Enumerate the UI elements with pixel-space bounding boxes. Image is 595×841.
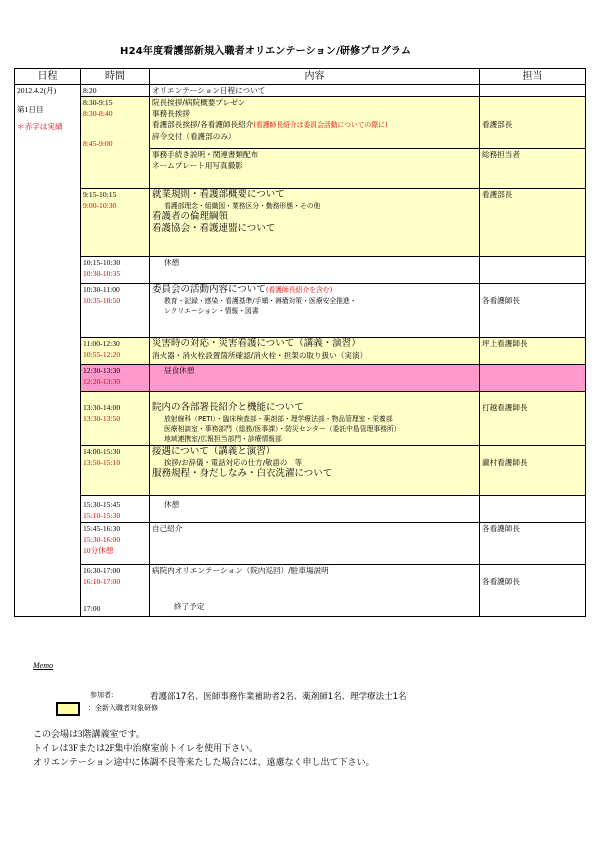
- time-cell: [81, 97, 150, 189]
- content-line: 昼食休憩: [164, 366, 195, 375]
- responsible-name: 瀧村看護師長: [482, 458, 528, 467]
- actual-time: 13:50-15:10: [83, 458, 121, 467]
- table-row: [15, 365, 586, 392]
- content-cell: [150, 496, 480, 523]
- responsible-cell: [480, 257, 586, 284]
- header-content: 内容: [150, 69, 480, 85]
- responsible-cell: [480, 189, 586, 257]
- content-line: 休憩: [164, 258, 180, 267]
- responsible-cell: [480, 365, 586, 392]
- planned-time: 13:30-14:00: [83, 403, 121, 412]
- content-line: 事務長挨拶: [152, 109, 190, 118]
- content-line: 看護部理念・組織図・業務区分・勤務形態・その他: [164, 202, 321, 210]
- responsible-cell: [480, 85, 586, 97]
- day-date: 2012.4.2(月): [17, 86, 57, 95]
- actual-time: 12:20-13:30: [83, 377, 121, 386]
- planned-time: 9:15-10:15: [83, 190, 117, 199]
- content-note-red: (看護師長紹介を含む): [265, 286, 333, 294]
- responsible-name: 各看護師長: [482, 577, 520, 586]
- time-cell: [81, 85, 150, 97]
- page-title: H24年度看護部新規入職者オリエンテーション/研修プログラム: [120, 46, 412, 57]
- content-line: 災害時の対応・災害看護について（講義・演習）: [152, 338, 361, 349]
- responsible-cell: [480, 565, 586, 617]
- content-line: 委員会の活動内容について: [152, 284, 266, 295]
- header-row: [15, 69, 586, 85]
- day-cell: [15, 85, 81, 617]
- planned-time: 8:30-9:15: [83, 98, 113, 107]
- content-line: 看護協会・看護連盟について: [152, 223, 276, 234]
- content-line: 挨拶/お辞儀・電話対応の仕方/敬語の 等: [164, 458, 303, 467]
- content-line: 看護者の倫理綱領: [152, 211, 229, 222]
- responsible-name: 看護部長: [482, 120, 513, 129]
- content-cell: [150, 189, 480, 257]
- planned-time: 10:15-10:30: [83, 258, 121, 267]
- content-line: 就業規則・看護部概要について: [152, 189, 285, 200]
- actual-time: 13:30-13:50: [83, 414, 121, 423]
- table-row: [15, 97, 586, 149]
- table-row: [15, 338, 586, 365]
- content-line: 事務手続き説明・関連書類配布: [152, 150, 259, 159]
- table-row: [15, 85, 586, 97]
- content-line: 地域連携室/広報担当部門・診療情報部: [164, 435, 282, 443]
- content-line: 消火器・消火栓設置箇所確認/消火栓・担架の取り扱い（実演）: [152, 351, 368, 360]
- responsible-cell: [480, 338, 586, 365]
- actual-time: 9:00-10:30: [83, 201, 117, 210]
- time-cell: [81, 365, 150, 392]
- content-note-red: (看護師長紹介は委員会活動についての際に): [253, 121, 388, 129]
- planned-time: 15:45-16:30: [83, 524, 121, 533]
- planned-time: 10:30-11:00: [83, 285, 120, 294]
- responsible-name: 各看護師長: [482, 524, 520, 533]
- legend-swatch: [56, 702, 80, 716]
- content-line: 辞令交付（看護部のみ）: [152, 132, 236, 141]
- responsible-name: 坪上看護師長: [482, 339, 528, 348]
- content-line: ネームプレート用写真撮影: [152, 161, 243, 170]
- actual-time: 10:35-10:50: [83, 296, 121, 305]
- content-line: 休憩: [164, 500, 180, 509]
- content-line: 自己紹介: [152, 524, 183, 533]
- actual-time: 10:30-10:35: [83, 269, 121, 278]
- day-label: 第1日目: [17, 105, 44, 114]
- content-cell: [150, 257, 480, 284]
- content-line: 終了予定: [174, 602, 205, 611]
- content-line: 接遇について（講義と演習）: [152, 446, 276, 457]
- content-cell: [150, 365, 480, 392]
- content-cell: [150, 523, 480, 565]
- memo-note: この会場は3階講義室です。: [33, 729, 145, 739]
- table-row: [15, 189, 586, 257]
- responsible-cell: [480, 446, 586, 496]
- responsible-cell: [480, 149, 586, 189]
- participants-value: 看護部17名、医師事務作業補助者2名、薬剤師1名、理学療法士1名: [150, 692, 407, 702]
- responsible-cell: [480, 496, 586, 523]
- responsible-name: 打越看護師長: [482, 403, 528, 412]
- content-line: 医療相談室・事務部門（総務/医事課）・防災センター（委託中島管理事務所）: [164, 425, 401, 433]
- planned-time: 15:30-15:45: [83, 500, 121, 509]
- content-line: 教育・記録・感染・看護基準/手順・褥瘡対策・医療安全推進・: [164, 297, 357, 305]
- actual-time: 15:10-15:30: [83, 511, 121, 520]
- content-line: 看護部長挨拶/各看護師長紹介: [152, 120, 254, 129]
- table-row: [15, 284, 586, 338]
- responsible-name: 各看護師長: [482, 296, 520, 305]
- time-cell: [81, 565, 150, 617]
- header-time: 時間: [81, 69, 150, 85]
- table-row: [15, 523, 586, 565]
- content-line: 院長挨拶/病院概要プレゼン: [152, 98, 246, 107]
- table-row: [15, 446, 586, 496]
- actual-time: 15:30-16:00: [83, 535, 121, 544]
- content-line: 放射線科（PETI）・臨床検査部・薬剤部・理学療法部・物品管理室・栄養部: [164, 415, 393, 423]
- time-cell: [81, 284, 150, 338]
- planned-time: 11:00-12:30: [83, 339, 120, 348]
- time-cell: [81, 257, 150, 284]
- actual-time: 16:10-17:00: [83, 577, 121, 586]
- header-date: 日程: [15, 69, 81, 85]
- content-cell: [150, 85, 480, 97]
- table-row: [15, 496, 586, 523]
- actual-time: 8:45-9:00: [83, 139, 113, 148]
- responsible-cell: [480, 392, 586, 446]
- day-note: ＊赤字は実績: [17, 122, 63, 131]
- actual-time: 8:30-8:40: [83, 109, 113, 118]
- time-cell: [81, 446, 150, 496]
- content-cell: [150, 392, 480, 446]
- content-cell: [150, 565, 480, 617]
- time-cell: [81, 392, 150, 446]
- memo-note: トイレは3Fまたは2F集中治療室前トイレを使用下さい。: [33, 743, 259, 753]
- content-line: オリエンテーション日程について: [152, 86, 266, 95]
- actual-time: 10分休憩: [83, 546, 114, 555]
- planned-time: 8:20: [83, 86, 97, 95]
- memo-note: オリエンテーション途中に体調不良等来たした場合には、遠慮なく申し出て下さい。: [33, 757, 375, 767]
- content-line: レクリエーション・情報・図書: [164, 307, 259, 315]
- table-row: [15, 392, 586, 446]
- responsible-cell: [480, 284, 586, 338]
- responsible-name: 看護部長: [482, 190, 513, 199]
- content-line: 服務規程・身だしなみ・白衣洗濯について: [152, 468, 333, 479]
- participants-label: 参加者:: [90, 691, 114, 699]
- content-line: 病院内オリエンテーション（院内巡回）/駐車場説明: [152, 566, 329, 575]
- planned-time: 17:00: [83, 604, 101, 613]
- content-cell: [150, 284, 480, 338]
- planned-time: 14:00-15:30: [83, 447, 121, 456]
- planned-time: 16:30-17:00: [83, 566, 121, 575]
- legend-text: ：全新入職者対象研修: [88, 704, 158, 712]
- time-cell: [81, 523, 150, 565]
- time-cell: [81, 496, 150, 523]
- header-responsible: 担当: [480, 69, 586, 85]
- content-cell: [150, 338, 480, 365]
- schedule-table: [14, 68, 586, 617]
- responsible-cell: [480, 523, 586, 565]
- memo-heading: Memo: [33, 661, 53, 670]
- planned-time: 12:30-13:30: [83, 366, 121, 375]
- content-cell: [150, 446, 480, 496]
- responsible-name: 総務担当者: [482, 150, 520, 159]
- content-cell: [150, 97, 480, 149]
- table-row: [15, 565, 586, 617]
- time-cell: [81, 338, 150, 365]
- actual-time: 10:55-12:20: [83, 350, 121, 359]
- content-line: 院内の各部署長紹介と機能について: [152, 402, 304, 413]
- table-row: [15, 257, 586, 284]
- content-cell: [150, 149, 480, 189]
- time-cell: [81, 189, 150, 257]
- responsible-cell: [480, 97, 586, 149]
